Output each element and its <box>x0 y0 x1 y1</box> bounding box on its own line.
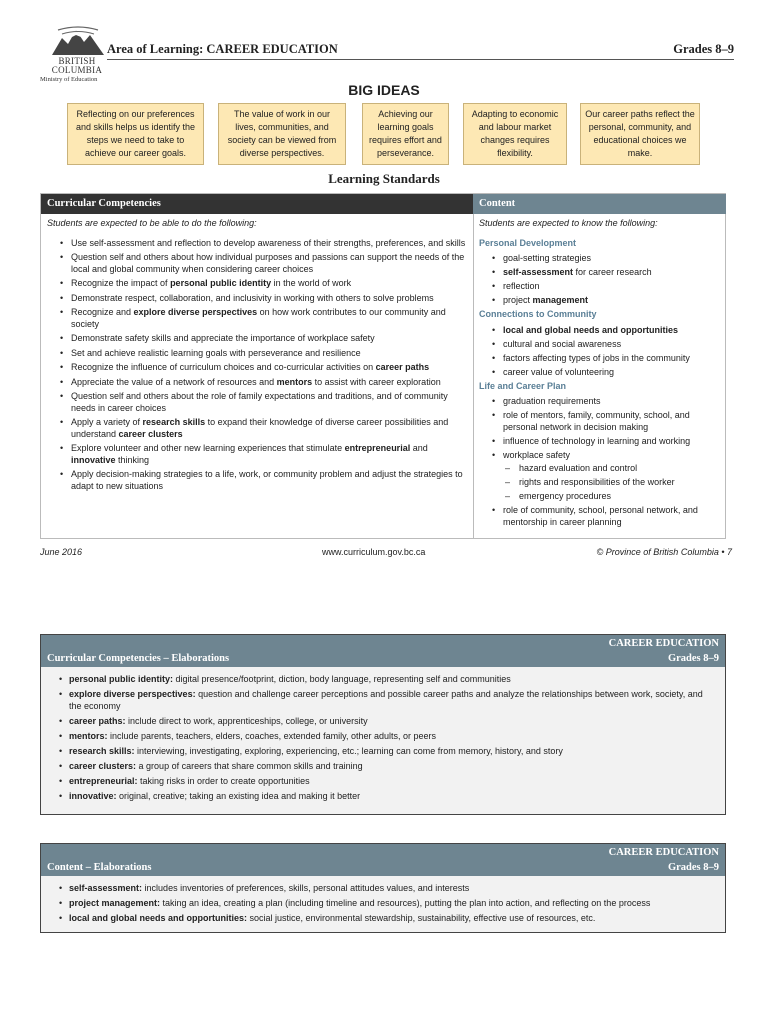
list-item: • Recognize and explore diverse perspectives on how work contributes to our community and society <box>47 307 467 330</box>
list-item: • project management: taking an idea, creating a plan (including timeline and resources), putting the plan into action, and reflecting on the process <box>49 897 717 909</box>
list-item: • workplace safety – hazard evaluation and control – rights and responsibilities of the worker – emergency procedures <box>479 450 721 503</box>
content-elaborations-header <box>41 844 725 876</box>
list-item: • Use self-assessment and reflection to develop awareness of their strengths, preferences, and skills <box>47 238 467 250</box>
big-idea-text: The value of work in our lives, communities, and society can be viewed from diverse perspectives. <box>227 109 337 158</box>
footer-date: June 2016 <box>40 547 83 557</box>
personal-development-list <box>479 253 721 307</box>
column-divider <box>473 214 474 538</box>
curricular-competencies-header: Curricular Competencies <box>41 194 473 214</box>
list-item: • role of mentors, family, community, school, and personal network in decision making <box>479 410 721 433</box>
grades-label: Grades 8–9 <box>667 653 719 664</box>
list-item: • goal-setting strategies <box>479 253 721 265</box>
list-item: • research skills: interviewing, investigating, exploring, experiencing, etc.; learning can come from memory, history, and story <box>49 745 717 757</box>
learning-standards-title: Learning Standards <box>328 171 440 186</box>
workplace-safety-list <box>503 463 721 503</box>
list-item: • reflection <box>479 281 721 293</box>
cc-elaborations-list <box>49 673 717 802</box>
big-idea-text: Our career paths reflect the personal, community, and educational choices we make. <box>585 109 695 158</box>
big-idea-box <box>362 103 449 165</box>
list-item: • career paths: include direct to work, apprenticeships, college, or university <box>49 715 717 727</box>
list-item: • entrepreneurial: taking risks in order to create opportunities <box>49 775 717 787</box>
big-idea-text: Achieving our learning goals requires effort and perseverance. <box>369 109 442 158</box>
grades-label: Grades 8–9 <box>667 862 719 873</box>
bc-crest-icon <box>48 26 108 56</box>
big-idea-box <box>463 103 567 165</box>
list-item: • Question self and others about the role of family expectations and traditions, and of community needs in career choices <box>47 391 467 414</box>
list-item: • Set and achieve realistic learning goals with perseverance and resilience <box>47 348 467 360</box>
sub-list-item: – rights and responsibilities of the worker <box>503 477 721 489</box>
list-item: • personal public identity: digital presence/footprint, diction, body language, representing self and communities <box>49 673 717 685</box>
life-career-heading: Life and Career Plan <box>479 380 567 391</box>
personal-development-heading: Personal Development <box>479 237 577 248</box>
list-item: • Recognize the impact of personal public identity in the world of work <box>47 278 467 290</box>
sub-list-item: – hazard evaluation and control <box>503 463 721 475</box>
ministry-label: Ministry of Education <box>40 76 98 83</box>
list-item: • local and global needs and opportunities <box>479 325 721 337</box>
list-item: • mentors: include parents, teachers, elders, coaches, extended family, other adults, or peers <box>49 730 717 742</box>
list-item: • career value of volunteering <box>479 367 721 379</box>
content-header: Content <box>473 194 726 214</box>
footer-url[interactable]: www.curriculum.gov.bc.ca <box>322 547 426 557</box>
connections-heading: Connections to Community <box>479 309 597 319</box>
cc-elaborations-header <box>41 635 725 667</box>
big-idea-box <box>67 103 204 165</box>
content-elaborations-body <box>41 876 725 933</box>
list-item: • cultural and social awareness <box>479 339 721 351</box>
logo-text-british: BRITISH <box>58 56 96 66</box>
page-header <box>40 26 734 86</box>
list-item: • graduation requirements <box>479 396 721 408</box>
list-item: • local and global needs and opportunities: social justice, environmental stewardship, sustainability, effective use of resources, etc. <box>49 912 717 924</box>
list-item: • Question self and others about how individual purposes and passions can support the needs of the local and global community when considering career choices <box>47 252 467 275</box>
area-of-learning-title: Area of Learning: CAREER EDUCATION <box>107 42 338 56</box>
connections-list <box>479 325 721 379</box>
list-item: • Recognize the influence of curriculum choices and co-curricular activities on career paths <box>47 362 467 374</box>
cc-elaborations-title: Curricular Competencies – Elaborations <box>47 653 230 664</box>
big-idea-box <box>218 103 346 165</box>
list-item: • influence of technology in learning and working <box>479 436 721 448</box>
big-ideas-title: BIG IDEAS <box>348 82 420 98</box>
cc-elaborations-panel <box>40 634 726 815</box>
list-item: • career clusters: a group of careers that share common skills and training <box>49 760 717 772</box>
list-item: • project management <box>479 295 721 307</box>
competencies-list <box>47 238 467 493</box>
list-item: • innovative: original, creative; taking an existing idea and making it better <box>49 790 717 802</box>
list-item: • self-assessment: includes inventories of preferences, skills, personal attitudes values, and interests <box>49 882 717 894</box>
cc-elaborations-body <box>41 667 725 811</box>
list-item: • Apply decision-making strategies to a life, work, or community problem and adjust the strategies to adapt to new situations <box>47 469 467 492</box>
learning-standards-table <box>40 193 726 539</box>
list-item: • factors affecting types of jobs in the community <box>479 353 721 365</box>
course-label: CAREER EDUCATION <box>608 847 719 858</box>
competencies-intro: Students are expected to be able to do the following: <box>47 218 257 228</box>
life-career-list <box>479 396 721 528</box>
course-label: CAREER EDUCATION <box>608 638 719 649</box>
content-elaborations-list <box>49 882 717 924</box>
sub-list-item: – emergency procedures <box>503 491 721 503</box>
list-item: • Explore volunteer and other new learning experiences that stimulate entrepreneurial and innovative thinking <box>47 443 467 466</box>
content-intro: Students are expected to know the following: <box>479 218 658 228</box>
header-divider <box>107 59 734 60</box>
content-elaborations-title: Content – Elaborations <box>47 862 152 873</box>
list-item: • Apply a variety of research skills to expand their knowledge of diverse career possibilities and understand career clusters <box>47 417 467 440</box>
big-idea-text: Adapting to economic and labour market changes requires flexibility. <box>471 109 559 158</box>
bc-logo <box>40 26 110 86</box>
competencies-column <box>47 218 467 495</box>
logo-text-columbia: COLUMBIA <box>51 65 103 75</box>
footer-copyright: © Province of British Columbia • 7 <box>596 547 732 557</box>
content-elaborations-panel <box>40 843 726 933</box>
grades-title: Grades 8–9 <box>673 42 734 56</box>
list-item: • Appreciate the value of a network of resources and mentors to assist with career exploration <box>47 377 467 389</box>
list-item: • Demonstrate respect, collaboration, and inclusivity in working with others to solve problems <box>47 293 467 305</box>
big-idea-text: Reflecting on our preferences and skills helps us identify the steps we need to take to achieve our career goals. <box>75 109 196 158</box>
big-idea-box <box>580 103 700 165</box>
list-item: • self-assessment for career research <box>479 267 721 279</box>
content-column <box>479 218 721 531</box>
list-item: • Demonstrate safety skills and appreciate the importance of workplace safety <box>47 333 467 345</box>
list-item: • role of community, school, personal network, and mentorship in career planning <box>479 505 721 528</box>
list-item: • explore diverse perspectives: question and challenge career perceptions and possible career paths and analyze the relationships between work, society, and the economy <box>49 688 717 712</box>
